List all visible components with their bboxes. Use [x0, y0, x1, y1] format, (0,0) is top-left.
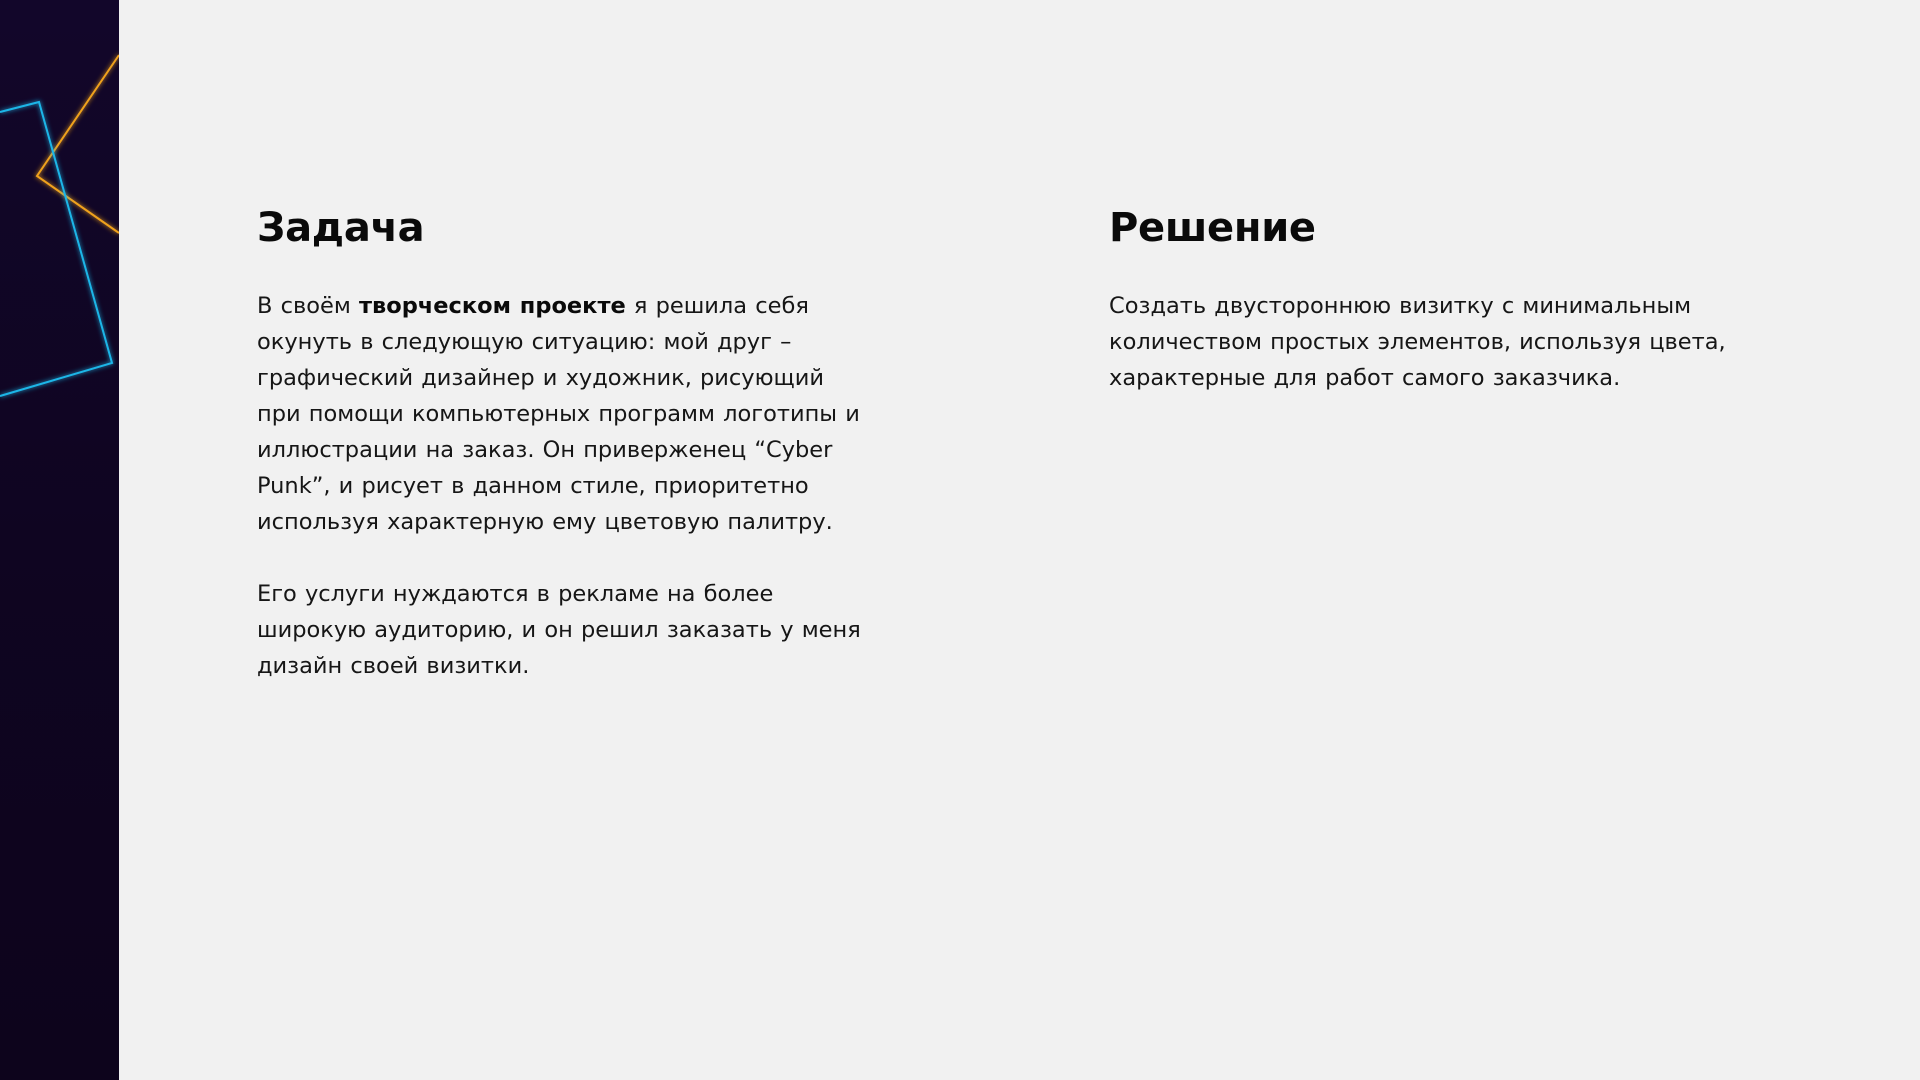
- paragraph-gap: [257, 540, 867, 576]
- solution-section: [1109, 198, 1749, 396]
- decorative-side-panel: [0, 0, 119, 1080]
- task-section: [257, 198, 867, 684]
- solution-paragraph: Создать двустороннюю визитку с минимальным количеством простых элементов, используя цвета, характерные для работ самого заказчика.: [1109, 293, 1726, 391]
- task-paragraph-1: [257, 288, 867, 540]
- neon-frames-decoration: [0, 0, 119, 1080]
- solution-heading: Решение: [1109, 205, 1316, 251]
- task-text-rest: я решила себя окунуть в следующую ситуацию: мой друг – графический дизайнер и художник, рисующий при помощи компьютерных программ логотипы и иллюстрации на заказ. Он приверженец “Cyber Punk”, и рисует в данном стиле, приоритетно используя характерную ему цветовую палитру.: [257, 293, 860, 535]
- task-paragraph-2: Его услуги нуждаются в рекламе на более широкую аудиторию, и он решил заказать у меня дизайн своей визитки.: [257, 581, 861, 679]
- task-text-start: В своём: [257, 293, 359, 319]
- neon-blue-frame: [0, 102, 112, 396]
- task-text-bold: творческом проекте: [358, 293, 626, 319]
- task-heading: Задача: [257, 205, 425, 251]
- neon-orange-frame: [37, 55, 119, 233]
